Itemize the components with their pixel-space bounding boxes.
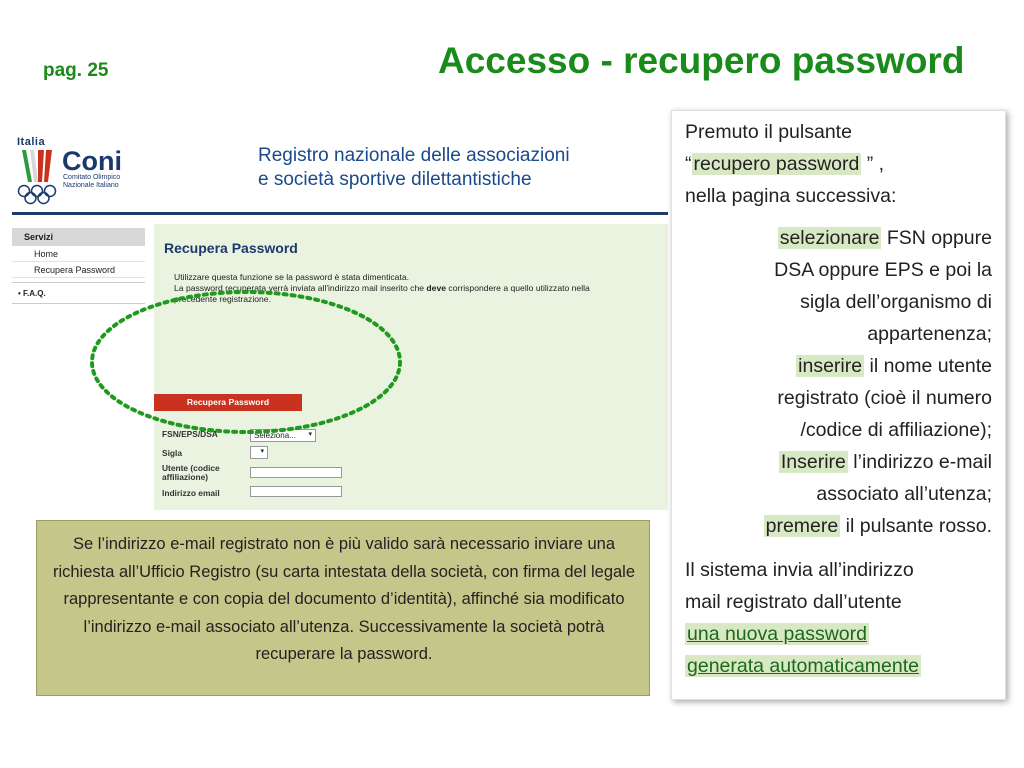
form-info-line2-bold: deve	[426, 283, 447, 293]
fsn-select[interactable]	[250, 429, 316, 442]
step2-line2: registrato (cioè il numero	[777, 387, 992, 409]
step4-line1	[764, 515, 992, 538]
registry-header	[12, 112, 668, 215]
form-info-line3: precedente registrazione.	[174, 294, 271, 304]
outro-line2: mail registrato dall’utente	[685, 591, 902, 613]
utente-label: Utente (codice affiliazione)	[162, 463, 220, 482]
step3-line1	[779, 451, 992, 474]
chevron-down-icon: ▾	[260, 448, 264, 455]
sidebar-item-home[interactable]: Home	[12, 246, 145, 262]
slide-title: Accesso - recupero password	[438, 40, 965, 81]
outro-line3	[685, 623, 869, 646]
sidebar-item-recupera-password[interactable]: Recupera Password	[12, 262, 145, 278]
registry-screenshot	[12, 112, 668, 510]
logo-country-text: Italia	[17, 136, 46, 148]
step4-text1: il pulsante rosso.	[840, 515, 992, 537]
step2-highlight: inserire	[798, 355, 863, 377]
recupera-password-button[interactable]: Recupera Password	[154, 394, 302, 411]
logo-subtitle-line1: Comitato Olimpico	[63, 174, 121, 181]
outro-highlight2: generata automaticamente	[687, 655, 919, 677]
outro-highlight1: una nuova password	[687, 623, 867, 645]
coni-flag-icon	[18, 148, 54, 184]
step1-line3: sigla dell’organismo di	[800, 291, 992, 313]
intro-quote-open: “	[685, 153, 692, 175]
intro-highlight: recupero password	[693, 153, 860, 175]
step2-line1	[796, 355, 992, 378]
fsn-label: FSN/EPS/DSA	[162, 429, 218, 439]
step1-line4: appartenenza;	[867, 323, 992, 345]
page-number: pag. 25	[43, 60, 109, 81]
step4-highlight: premere	[765, 515, 839, 537]
registry-title-line1: Registro nazionale delle associazioni	[258, 145, 570, 166]
note-box	[36, 520, 650, 696]
fsn-select-value: Seleziona...	[254, 431, 296, 440]
step1-line1	[778, 227, 992, 250]
logo-subtitle	[63, 174, 120, 190]
step1-text1: FSN oppure	[881, 227, 992, 249]
step3-text1: l’indirizzo e-mail	[847, 451, 992, 473]
instructions-panel	[671, 110, 1006, 700]
step3-line2: associato all’utenza;	[816, 483, 992, 505]
outro-line4	[685, 655, 921, 678]
registry-sidebar	[12, 228, 145, 304]
form-info-line2	[174, 283, 664, 294]
step3-highlight: Inserire	[780, 451, 846, 473]
form-info-line1: Utilizzare questa funzione se la password è stata dimenticata.	[174, 272, 410, 282]
intro-line1: Premuto il pulsante	[685, 121, 852, 143]
form-info-line2-pre: La password recuperata verrà inviata all'indirizzo mail inserito che	[174, 283, 427, 293]
form-info-line2-post: corrispondere a quello utilizzato nella	[446, 283, 590, 293]
outro-line1: Il sistema invia all’indirizzo	[685, 559, 914, 581]
chevron-down-icon: ▾	[308, 431, 312, 438]
intro-line2	[685, 153, 884, 176]
step1-line2: DSA oppure EPS e poi la	[774, 259, 992, 281]
email-input[interactable]	[250, 486, 342, 497]
step2-text1: il nome utente	[864, 355, 992, 377]
olympic-rings-icon	[16, 184, 58, 206]
email-label: Indirizzo email	[162, 488, 220, 498]
registry-title-line2: e società sportive dilettantistiche	[258, 169, 532, 190]
form-title: Recupera Password	[164, 240, 298, 256]
sidebar-heading: Servizi	[12, 228, 145, 246]
intro-line3: nella pagina successiva:	[685, 185, 897, 207]
registry-title	[258, 144, 570, 192]
form-info	[174, 272, 664, 305]
logo-brand-text: Coni	[62, 146, 122, 176]
sigla-select[interactable]	[250, 446, 268, 459]
step1-highlight: selezionare	[779, 227, 880, 249]
intro-quote-close: ” ,	[861, 153, 885, 175]
sigla-label: Sigla	[162, 448, 183, 458]
logo-subtitle-line2: Nazionale Italiano	[63, 182, 119, 189]
recovery-form-area	[154, 224, 668, 510]
note-text: Se l’indirizzo e-mail registrato non è più valido sarà necessario inviare una richiesta all’Ufficio Registro (su carta intestata della società, con firma del legale rappresentante e con copia del documento d’identità), affinché sia modificato l’indirizzo e-mail associato all’utenza. Successivamente la società potrà recuperare la password.	[52, 535, 636, 664]
utente-input[interactable]	[250, 467, 342, 478]
step2-line3: /codice di affiliazione);	[800, 419, 992, 441]
sidebar-item-faq[interactable]: • F.A.Q.	[12, 282, 145, 304]
